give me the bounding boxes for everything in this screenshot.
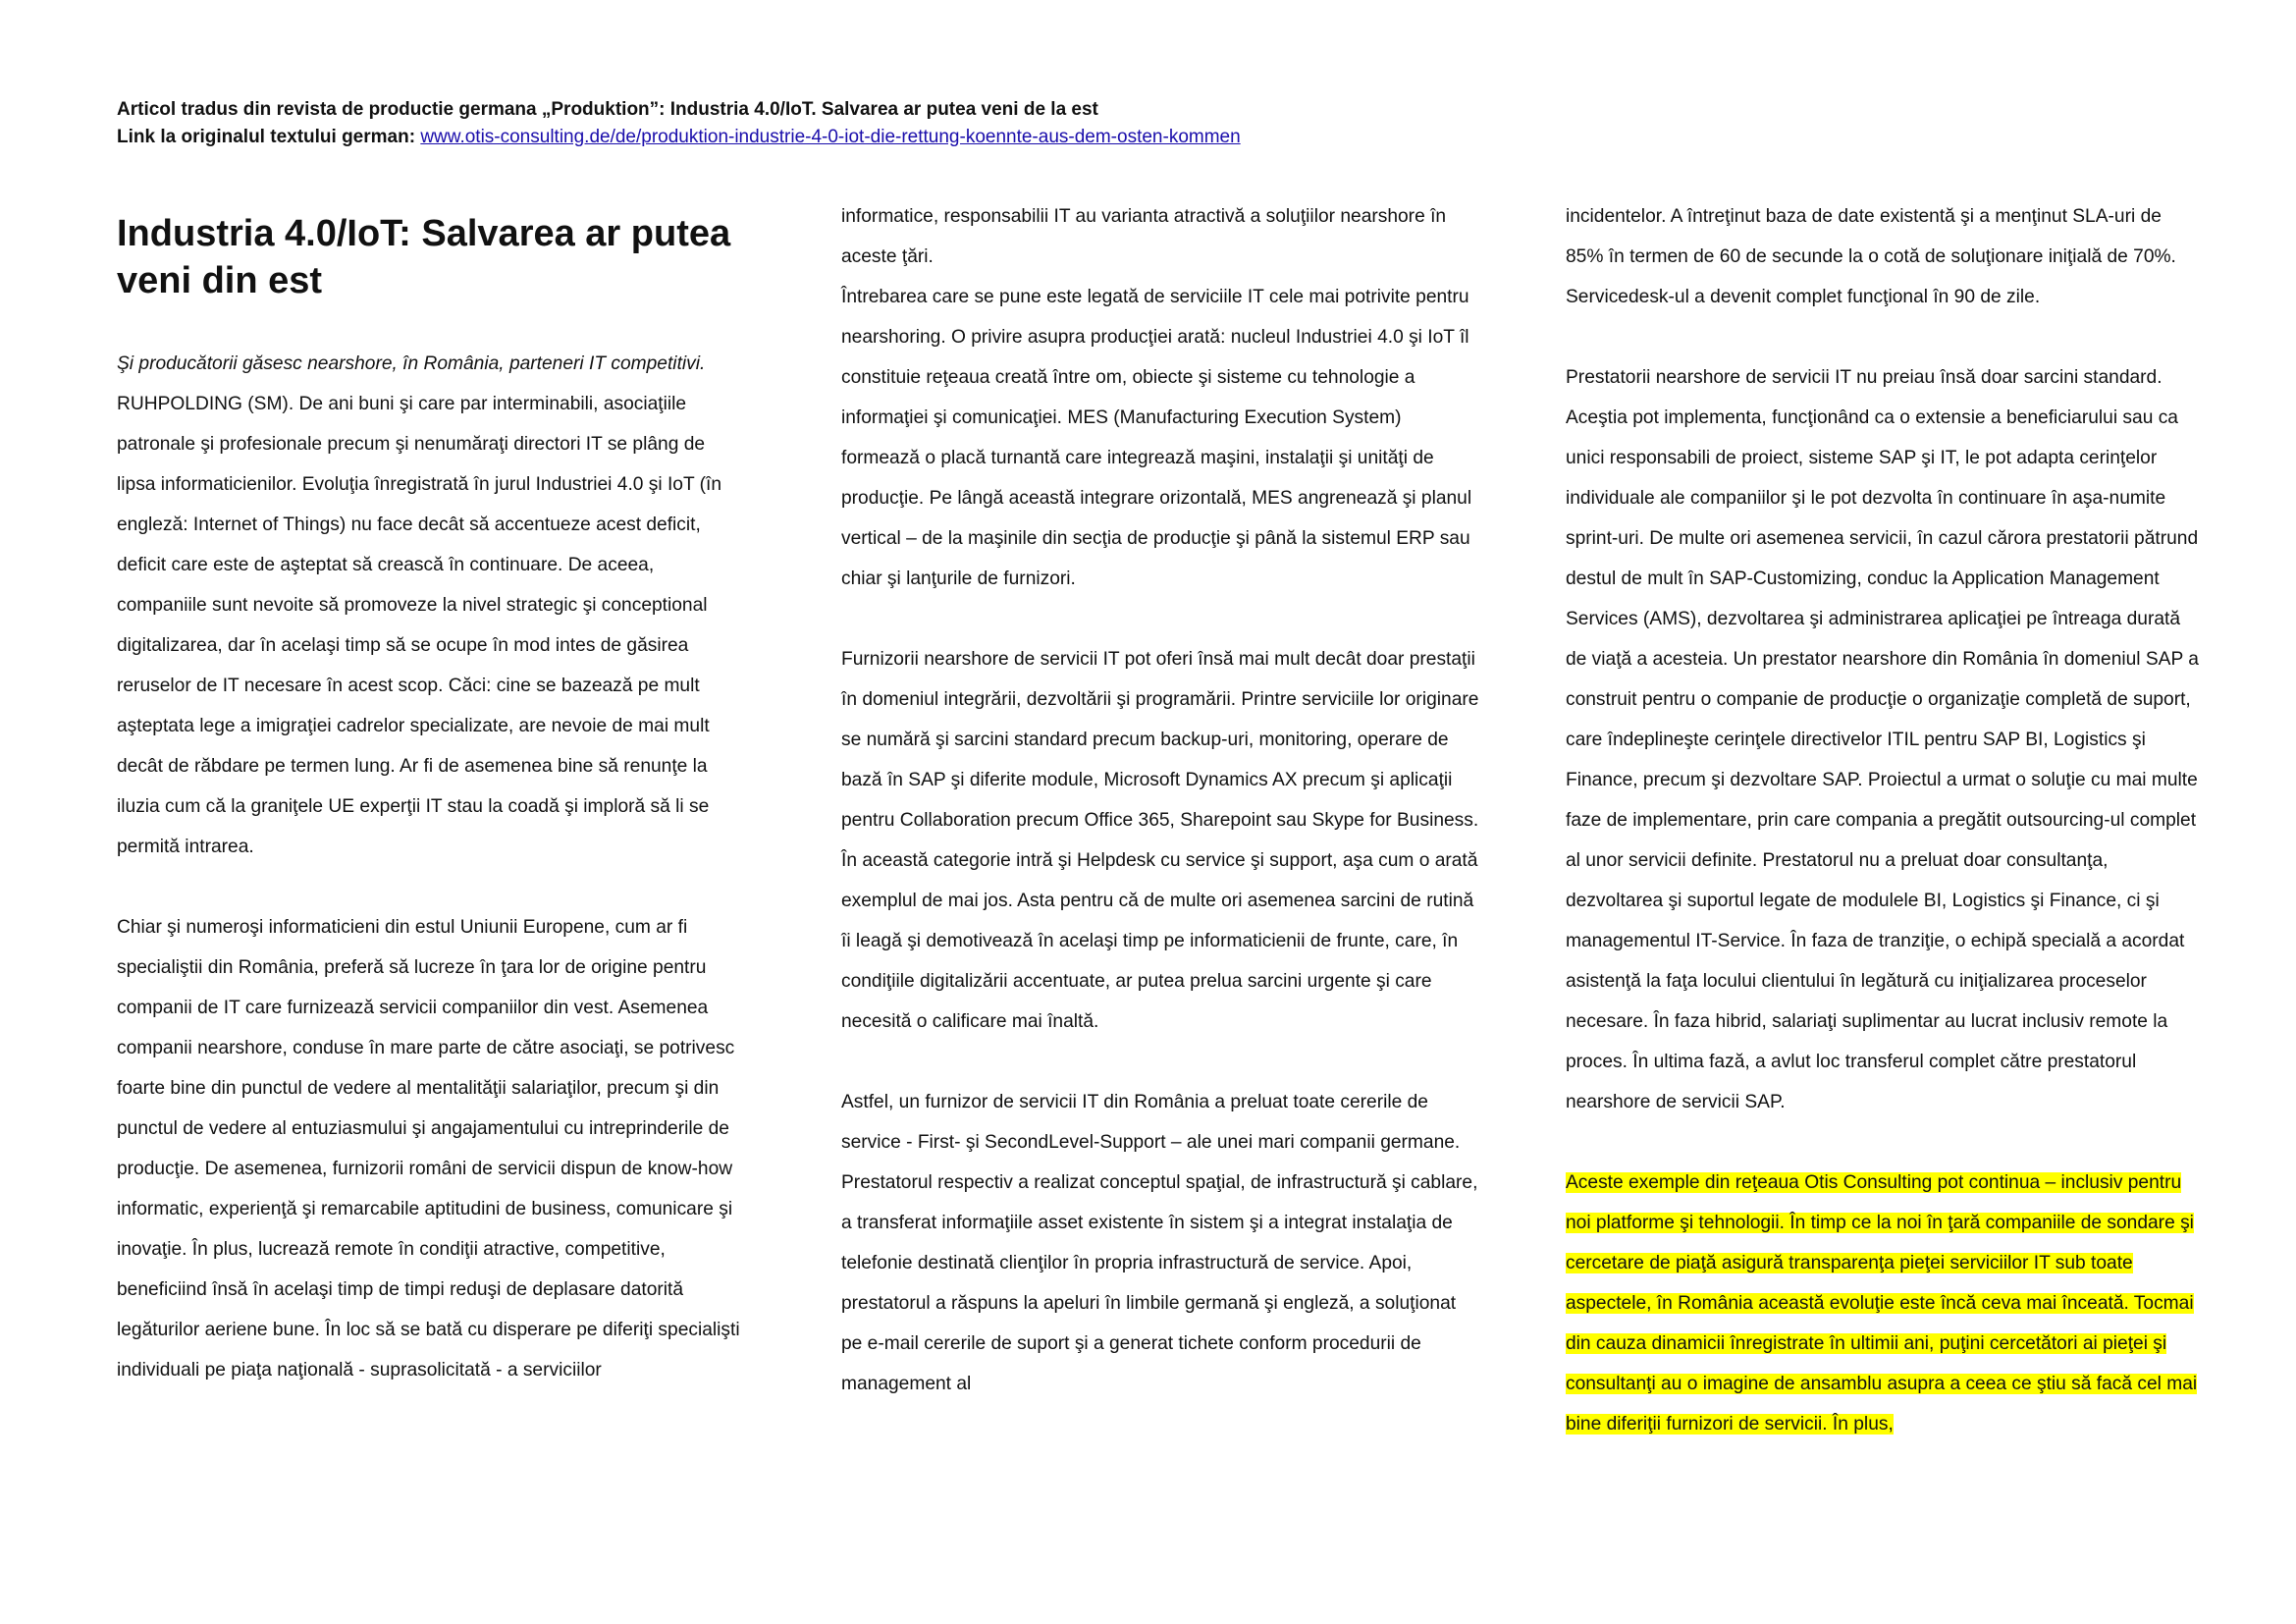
article-subtitle: Şi producătorii găsesc nearshore, în România, parteneri IT competitivi.: [117, 353, 706, 374]
paragraph: incidentelor. A întreţinut baza de date existentă şi a menţinut SLA-uri de 85% în termen de 60 de secunde la o cotă de soluţionare iniţială de 70%. Servicedesk-ul a devenit complet funcţional în 90 de zile.: [1566, 206, 2176, 307]
document-header: [117, 96, 1687, 151]
column-1: [117, 196, 745, 1390]
paragraph: Astfel, un furnizor de servicii IT din România a preluat toate cererile de service - First- şi SecondLevel-Support – ale unei mari companii germane. Prestatorul respectiv a realizat conceptul spaţial, de infrastructură şi cablare, a transferat informaţiile asset existente în sistem şi a integrat instalaţia de telefonie destinată clienţilor în propria infrastructură de service. Apoi, prestatorul a răspuns la apeluri în limbile germană şi engleză, a soluţionat pe e-mail cererile de suport şi a generat tichete conform procedurii de management al: [841, 1092, 1478, 1394]
article-title: Industria 4.0/IoT: Salvarea ar putea veni din est: [117, 213, 731, 301]
paragraph: RUHPOLDING (SM). De ani buni şi care par interminabili, asociaţiile patronale şi profesionale precum şi nenumăraţi directori IT se plâng de lipsa informaticienilor. Evoluţia înregistrată în jurul Industriei 4.0 şi IoT (în engleză: Internet of Things) nu face decât să accentueze acest deficit, deficit care este de aşteptat să crească în continuare. De aceea, companiile sunt nevoite să promoveze la nivel strategic şi conceptional digitalizarea, dar în acelaşi timp să se ocupe în mod intes de găsirea reruselor de IT necesare în acest scop. Căci: cine se bazează pe mult aşteptata lege a imigraţiei cadrelor specializate, are nevoie de mai mult decât de răbdare pe termen lung. Ar fi de asemenea bine să renunţe la iluzia cum că la graniţele UE experţii IT stau la coadă şi imploră să li se permită intrarea.: [117, 394, 722, 857]
header-link-label: Link la originalul textului german:: [117, 127, 416, 147]
highlight-mark: Aceste exemple din reţeaua Otis Consulting pot continua – inclusiv pentru noi platforme şi tehnologii. În timp ce la noi în ţară companiile de sondare şi cercetare de piaţă asigură transparenţa pieţei serviciilor IT sub toate aspectele, în România această evoluţie este încă ceva mai înceată. Tocmai din cauza dinamicii înregistrate în ultimii ani, puţini cercetători ai pieţei şi consultanţi au o imagine de ansamblu asupra a ceea ce ştiu să facă cel mai bine diferiţii furnizori de servicii. În plus,: [1566, 1172, 2198, 1435]
column-3: [1566, 196, 2204, 1444]
header-link-line: [117, 124, 1687, 151]
highlighted-paragraph: [1566, 1163, 2204, 1444]
header-source-line: Articol tradus din revista de productie germana „Produktion”: Industria 4.0/IoT. Salvarea ar putea veni de la est: [117, 99, 1098, 120]
paragraph: Furnizorii nearshore de servicii IT pot oferi însă mai mult decât doar prestaţii în domeniul integrării, dezvoltării şi programării. Printre serviciile lor originare se numără şi sarcini standard precum backup-uri, monitoring, operare de bază în SAP şi diferite module, Microsoft Dynamics AX precum şi aplicaţii pentru Collaboration precum Office 365, Sharepoint sau Skype for Business. În această categorie intră şi Helpdesk cu service şi support, aşa cum o arată exemplul de mai jos. Asta pentru că de multe ori asemenea sarcini de rutină îi leagă şi demotivează în acelaşi timp pe informaticienii de frunte, care, în condiţiile digitalizării accentuate, ar putea prelua sarcini urgente şi care necesită o calificare mai înaltă.: [841, 649, 1479, 1032]
column-2: [841, 196, 1479, 1404]
original-article-link[interactable]: www.otis-consulting.de/de/produktion-industrie-4-0-iot-die-rettung-koennte-aus-dem-osten-kommen: [420, 127, 1241, 147]
paragraph: informatice, responsabilii IT au varianta atractivă a soluţiilor nearshore în aceste ţări.: [841, 206, 1447, 267]
paragraph: Chiar şi numeroşi informaticieni din estul Uniunii Europene, cum ar fi specialiştii din România, preferă să lucreze în ţara lor de origine pentru companii de IT care furnizează servicii companiilor din vest. Asemenea companii nearshore, conduse în mare parte de către asociaţi, se potrivesc foarte bine din punctul de vedere al mentalităţii salariaţilor, precum şi din punctul de vedere al entuziasmului şi angajamentului cu intreprinderile de producţie. De asemenea, furnizorii români de servicii dispun de know-how informatic, experienţă şi remarcabile aptitudini de business, comunicare şi inovaţie. În plus, lucrează remote în condiţii atractive, competitive, beneficiind însă în acelaşi timp de timpi reduşi de deplasare datorită legăturilor aeriene bune. În loc să se bată cu disperare pe diferiţi specialişti individuali pe piaţa naţională - suprasolicitată - a serviciilor: [117, 917, 740, 1380]
paragraph: Prestatorii nearshore de servicii IT nu preiau însă doar sarcini standard. Aceştia pot implementa, funcţionând ca o extensie a beneficiarului sau ca unici responsabili de proiect, sisteme SAP şi IT, le pot adapta cerinţelor individuale ale companiilor şi le pot dezvolta în continuare în aşa-numite sprint-uri. De multe ori asemenea servicii, în cazul cărora prestatorii pătrund destul de mult în SAP-Customizing, conduc la Application Management Services (AMS), dezvoltarea şi administrarea aplicaţiei pe întreaga durată de viaţă a acesteia. Un prestator nearshore din România în domeniul SAP a construit pentru o companie de producţie o organizaţie completă de suport, care îndeplineşte cerinţele directivelor ITIL pentru SAP BI, Logistics şi Finance, precum şi dezvoltare SAP. Proiectul a urmat o soluţie cu mai multe faze de implementare, prin care compania a pregătit outsourcing-ul complet al unor servicii definite. Prestatorul nu a preluat doar consultanţa, dezvoltarea şi suportul legate de modulele BI, Logistics şi Finance, ci şi managementul IT-Service. În faza de tranziţie, o echipă specială a acordat asistenţă la faţa locului clientului în legătură cu iniţializarea proceselor necesare. În faza hibrid, salariaţi suplimentar au lucrat inclusiv remote la proces. În ultima fază, a avlut loc transferul complet către prestatorul nearshore de servicii SAP.: [1566, 367, 2199, 1112]
paragraph: Întrebarea care se pune este legată de serviciile IT cele mai potrivite pentru nearshoring. O privire asupra producţiei arată: nucleul Industriei 4.0 şi IoT îl constituie reţeaua creată între om, obiecte şi sisteme cu tehnologie a informaţiei şi comunicaţiei. MES (Manufacturing Execution System) formează o placă turnantă care integrează maşini, instalaţii şi unităţi de producţie. Pe lângă această integrare orizontală, MES angrenează şi planul vertical – de la maşinile din secţia de producţie şi până la sistemul ERP sau chiar şi lanţurile de furnizori.: [841, 287, 1472, 589]
